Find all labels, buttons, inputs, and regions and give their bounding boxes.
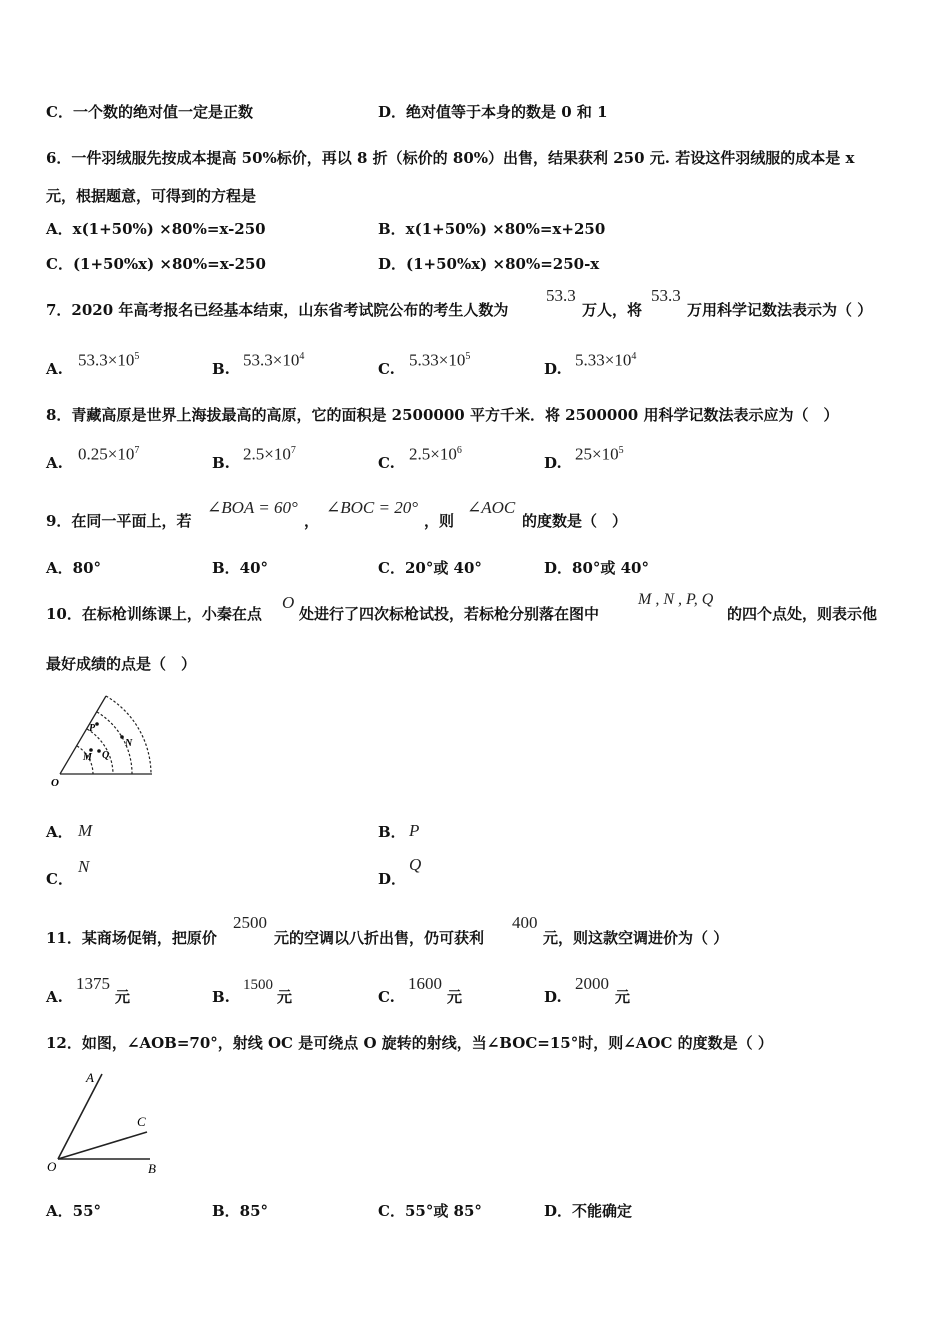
- q9-option-a: A．80°: [46, 559, 102, 577]
- q11-profit: 400: [512, 913, 538, 932]
- q11-label-d: D.: [544, 988, 562, 1006]
- q7-option-b-value: $53.3\times 10^4$: [243, 350, 305, 370]
- q12-option-c: C．55°或 85°: [378, 1202, 482, 1220]
- q12-option-a: A．55°: [46, 1202, 102, 1220]
- q8-label-d: D.: [544, 454, 562, 472]
- q10-fig-label-m: M: [83, 752, 92, 763]
- q6-stem-line1: 6．一件羽绒服先按成本提高 50%标价，再以 8 折（标价的 80%）出售，结果获利 250 元. 若设这件羽绒服的成本是 x: [46, 149, 855, 167]
- q10-fig-label-q: Q: [102, 750, 110, 761]
- q10-label-a: A．: [46, 823, 73, 841]
- q11-label-c: C.: [378, 988, 395, 1006]
- q12-fig-label-c: C: [137, 1114, 146, 1129]
- q8-option-d-value: $25\times 10^5$: [575, 444, 624, 464]
- q12-fig-label-o: O: [47, 1159, 57, 1174]
- q11-stem-part1: 11．某商场促销，把原价: [46, 929, 217, 947]
- q7-number-2: 53.3: [651, 286, 681, 305]
- q11-option-b-value: 1500: [243, 977, 273, 993]
- q10-stem-line2: 最好成绩的点是（ ）: [46, 655, 197, 673]
- q10-fig-arc-outer: [106, 696, 151, 774]
- q10-label-c: C．: [46, 870, 73, 888]
- q12-stem: 12．如图，∠AOB=70°，射线 OC 是可绕点 O 旋转的射线，当∠BOC=15°时，则∠AOC 的度数是（ ）: [46, 1034, 773, 1052]
- q7-option-d-value: $5.33\times 10^4$: [575, 350, 637, 370]
- q12-angle-figure: [44, 1066, 168, 1180]
- q11-label-b: B.: [212, 988, 230, 1006]
- q7-stem-part1: 7．2020 年高考报名已经基本结束，山东省考试院公布的考生人数为: [46, 301, 509, 319]
- q11-stem-part2: 元的空调以八折出售，仍可获利: [274, 929, 485, 947]
- q6-option-b: B．x(1+50%) ×80%=x+250: [378, 220, 606, 238]
- q10-fig-label-p: P: [89, 723, 96, 734]
- q10-target-figure: [44, 690, 156, 790]
- q6-option-d: D．(1+50%x) ×80%=250-x: [378, 255, 600, 273]
- q10-points: M , N , P, Q: [638, 591, 714, 608]
- q11-option-a-value: 1375: [76, 974, 110, 993]
- q10-label-b: B．: [378, 823, 406, 841]
- q7-label-d: D.: [544, 360, 562, 378]
- q9-option-c: C．20°或 40°: [378, 559, 482, 577]
- q9-stem-part1: 9．在同一平面上，若: [46, 512, 192, 530]
- q10-fig-dot-n: [120, 735, 124, 739]
- q9-stem-part3: 的度数是（ ）: [522, 512, 628, 530]
- q12-option-b: B．85°: [212, 1202, 269, 1220]
- q12-fig-label-a: A: [86, 1070, 94, 1085]
- q7-label-b: B.: [212, 360, 230, 378]
- q7-option-c-value: $5.33\times 10^5$: [409, 350, 471, 370]
- q11-option-d-unit: 元: [615, 988, 631, 1006]
- q11-option-a-unit: 元: [115, 988, 131, 1006]
- q10-option-d-value: Q: [409, 855, 422, 874]
- q9-comma: ，: [304, 512, 320, 530]
- q8-option-b-value: $2.5\times 10^7$: [243, 444, 296, 464]
- q6-option-c: C．(1+50%x) ×80%=x-250: [46, 255, 266, 273]
- q9-option-d: D．80°或 40°: [544, 559, 649, 577]
- q5-option-c: C．一个数的绝对值一定是正数: [46, 103, 253, 121]
- q10-fig-label-o: O: [51, 777, 59, 789]
- q11-option-c-value: 1600: [408, 974, 442, 993]
- q9-expr-boc: ∠BOC = 20°: [326, 498, 419, 517]
- q10-option-c-value: N: [78, 857, 90, 876]
- q10-label-d: D．: [378, 870, 407, 888]
- q7-number-1: 53.3: [546, 286, 576, 305]
- q8-label-c: C.: [378, 454, 395, 472]
- q5-option-d: D．绝对值等于本身的数是 0 和 1: [378, 103, 608, 121]
- q10-option-b-value: P: [409, 821, 420, 840]
- q7-option-a-value: $53.3\times 10^5$: [78, 350, 140, 370]
- q8-label-a: A.: [46, 454, 63, 472]
- q10-fig-dot-p: [95, 722, 99, 726]
- q10-fig-dot-q: [97, 749, 101, 753]
- q8-stem: 8．青藏高原是世界上海拔最高的高原，它的面积是 2500000 平方千米．将 2500000 用科学记数法表示应为（ ）: [46, 406, 839, 424]
- q7-label-a: A.: [46, 360, 63, 378]
- q9-option-b: B．40°: [212, 559, 269, 577]
- q7-stem-part3: 万用科学记数法表示为（ ）: [687, 301, 873, 319]
- q8-option-c-value: $2.5\times 10^6$: [409, 444, 462, 464]
- q12-option-d: D．不能确定: [544, 1202, 633, 1220]
- q11-label-a: A.: [46, 988, 63, 1006]
- q12-fig-ray-oa: [58, 1074, 102, 1159]
- q10-stem-part2: 处进行了四次标枪试投，若标枪分别落在图中: [299, 605, 600, 623]
- q11-option-c-unit: 元: [447, 988, 463, 1006]
- q11-option-d-value: 2000: [575, 974, 609, 993]
- q7-label-c: C.: [378, 360, 395, 378]
- q11-price: 2500: [233, 913, 267, 932]
- q10-point-o: O: [282, 593, 295, 612]
- q12-fig-label-b: B: [148, 1161, 156, 1176]
- q11-option-b-unit: 元: [277, 988, 293, 1006]
- q10-stem-part3: 的四个点处，则表示他: [727, 605, 878, 623]
- q11-stem-part3: 元，则这款空调进价为（ ）: [543, 929, 729, 947]
- q8-label-b: B.: [212, 454, 230, 472]
- q9-stem-part2: ，则: [424, 512, 455, 530]
- q7-stem-part2: 万人，将: [582, 301, 643, 319]
- q9-expr-boa: ∠BOA = 60°: [207, 498, 298, 517]
- q10-fig-label-n: N: [125, 738, 133, 749]
- q6-option-a: A．x(1+50%) ×80%=x-250: [46, 220, 266, 238]
- q8-option-a-value: $0.25\times 10^7$: [78, 444, 140, 464]
- q6-stem-line2: 元，根据题意，可得到的方程是: [46, 187, 257, 205]
- q10-option-a-value: M: [78, 821, 93, 840]
- q10-stem-part1: 10．在标枪训练课上，小秦在点: [46, 605, 262, 623]
- q9-expr-aoc: ∠AOC: [467, 498, 516, 517]
- q12-fig-ray-oc: [58, 1132, 147, 1159]
